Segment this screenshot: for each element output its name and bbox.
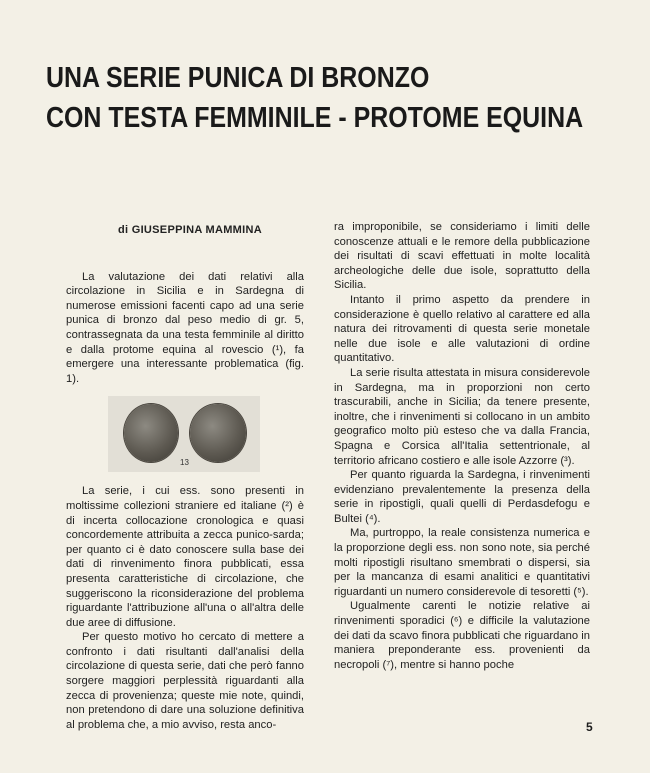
title-line-2: CON TESTA FEMMINILE - PROTOME EQUINA <box>46 102 584 134</box>
author-byline: di GIUSEPPINA MAMMINA <box>117 224 262 236</box>
title-line-1: UNA SERIE PUNICA DI BRONZO <box>46 62 430 94</box>
paragraph: Per questo motivo ho cercato di mettere a confronto i dati risultanti dall'analisi della circolazione di questa serie, dati che però fanno sorgere maggiori perplessità riguardanti alla zecca di provenienza; queste mie note, quindi, non pretendono di dare una soluzione definitiva al problema che, a mio avviso, resta anco- <box>66 631 304 731</box>
right-column <box>334 220 590 672</box>
page-number: 5 <box>586 720 593 734</box>
paragraph: ra improponibile, se consideriamo i limiti delle conoscenze attuali e le remore della pubblicazione dei risultati di scavi effettuati in molte località archeologiche delle due isole, soprattutto della Sicilia. <box>334 221 590 292</box>
left-column <box>66 223 304 732</box>
figure-number: 13 <box>180 458 189 468</box>
paragraph: Intanto il primo aspetto da prendere in considerazione è quello relativo al carattere ed alla natura dei ritrovamenti di questa serie monetale nelle due isole e alle valutazioni di ordine quantitativo. <box>334 293 590 365</box>
article-title <box>46 58 583 138</box>
paragraph: La serie risulta attestata in misura considerevole in Sardegna, ma in proporzioni non certo trascurabili, anche in Sicilia; da tenere presente, inoltre, che i rinvenimenti si collocano in un ambito geografico molto più esteso che va dalla Francia, Spagna e Corsica all'Italia settentrionale, al territorio africano costiero e alle isole Azzorre (³). <box>334 366 590 467</box>
paragraph: Ugualmente carenti le notizie relative ai rinvenimenti sporadici (⁶) e difficile la valutazione dei dati da scavo finora pubblicati che riguardano in maniera preponderante ess. provenienti da necropoli (⁷), mentre si hanno poche <box>334 600 590 671</box>
paragraph: La valutazione dei dati relativi alla circolazione in Sicilia e in Sardegna di numerose emissioni facenti capo ad una serie punica di bronzo dal peso medio di gr. 5, contrassegnata da una testa femminile al diritto e dalla protome equina al rovescio (¹), fa emergere una interessante problematica (fig. 1). <box>66 270 304 385</box>
coin-reverse-horse-protome-image <box>190 404 246 462</box>
coin-obverse-female-head-image <box>124 404 178 462</box>
coin-figure <box>108 396 260 472</box>
paragraph: La serie, i cui ess. sono presenti in moltissime collezioni straniere ed italiane (²) è di incerta collocazione cronologica e quasi concordemente attribuita a zecca punico-sarda; per quanto ci è dato conoscere sulla base dei dati di rinvenimento finora pubblicati, essa presenta caratteristiche di circolazione, che suggeriscono la riconsiderazione del problema riguardante l'attribuzione all'una o all'altra delle due aree di diffusione. <box>66 485 304 629</box>
paragraph: Ma, purtroppo, la reale consistenza numerica e la proporzione degli ess. non sono note, sia perché molti ripostigli risultano smembrati o dispersi, sia per la mancanza di esami analitici e quantitativi riguardanti un numero considerevole di tesoretti (⁵). <box>334 527 590 598</box>
paragraph: Per quanto riguarda la Sardegna, i rinvenimenti evidenziano prevalentemente la presenza della serie in ripostigli, quali quelli di Perdasdefogu e Bultei (⁴). <box>334 469 590 525</box>
